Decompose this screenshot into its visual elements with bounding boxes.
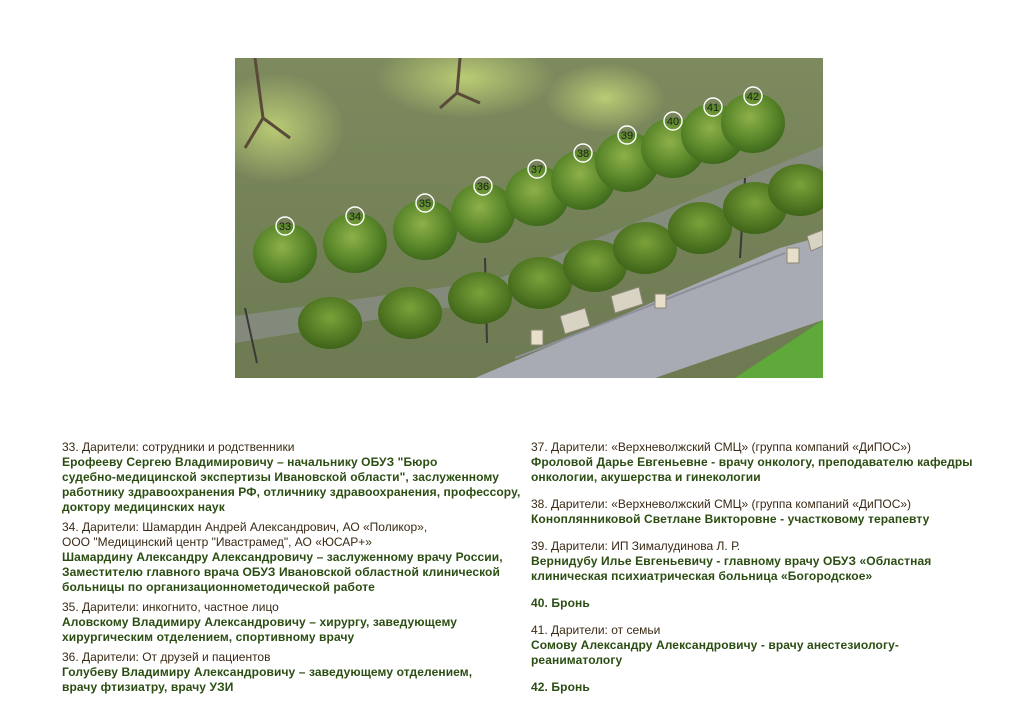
tree-marker-number: 40 (666, 116, 680, 128)
right-text-column (531, 440, 1001, 707)
donors-line: 35. Дарители: инкогнито, частное лицо (62, 600, 279, 614)
left-text-column (62, 440, 532, 700)
recipient-line: больницы по организационнометодической работе (62, 580, 375, 594)
tree-marker-number: 35 (418, 198, 432, 210)
recipient-line: хирургическим отделением, спортивному врачу (62, 630, 355, 644)
dedication-entry (531, 596, 1001, 611)
alley-render-svg (235, 58, 823, 378)
recipient-line: Ерофееву Сергею Владимировичу – начальнику ОБУЗ "Бюро (62, 455, 438, 469)
shrub (298, 297, 362, 349)
tree-marker-number: 34 (348, 211, 362, 223)
dedication-entry (531, 497, 1001, 527)
sunlit-foliage (545, 63, 665, 133)
recipient-line: судебно-медицинской экспертизы Ивановской области", заслуженному (62, 470, 500, 484)
recipient-line: онкологии, акушерства и гинекологии (531, 470, 761, 484)
dedication-entry (531, 440, 1001, 485)
recipient-line: Сомову Александру Александровичу - врачу анестезиологу- (531, 638, 899, 652)
recipient-line: Коноплянниковой Светлане Викторовне - участковому терапевту (531, 512, 930, 526)
dedication-entry (531, 539, 1001, 584)
tree-marker-number: 42 (746, 91, 760, 103)
dedication-entry (531, 680, 1001, 695)
donors-line: 38. Дарители: «Верхневолжский СМЦ» (группа компаний «ДиПОС») (531, 497, 912, 511)
donors-line: 39. Дарители: ИП Зималудинова Л. Р. (531, 539, 741, 553)
recipient-line: Заместителю главного врача ОБУЗ Ивановской областной клинической (62, 565, 500, 579)
donors-line: 37. Дарители: «Верхневолжский СМЦ» (группа компаний «ДиПОС») (531, 440, 912, 454)
dedication-entry (62, 520, 532, 595)
dedication-entry (62, 440, 532, 515)
dedication-entry (62, 650, 532, 695)
shrub (378, 287, 442, 339)
donors-line: 41. Дарители: от семьи (531, 623, 661, 637)
tree-marker-number: 33 (278, 221, 292, 233)
shrub (508, 257, 572, 309)
shrub (668, 202, 732, 254)
donors-line: 34. Дарители: Шамардин Андрей Александрович, АО «Поликор», (62, 520, 428, 534)
recipient-line: Вернидубу Илье Евгеньевичу - главному врачу ОБУЗ «Областная (531, 554, 932, 568)
tree-marker-number: 38 (576, 148, 590, 160)
recipient-line: 42. Бронь (531, 680, 590, 694)
donors-line: 33. Дарители: сотрудники и родственники (62, 440, 295, 454)
shrub (613, 222, 677, 274)
dedication-entry (62, 600, 532, 645)
recipient-line: клиническая психиатрическая больница «Богородское» (531, 569, 873, 583)
recipient-line: Фроловой Дарье Евгеньевне - врачу онкологу, преподавателю кафедры (531, 455, 973, 469)
dedication-entry (531, 623, 1001, 668)
recipient-line: Шамардину Александру Александровичу – заслуженному врачу России, (62, 550, 503, 564)
tree-marker-number: 41 (706, 102, 720, 114)
donors-line: ООО "Медицинский центр "Ивастрамед", АО «ЮСАР+» (62, 535, 372, 549)
recipient-line: доктору медицинских наук (62, 500, 225, 514)
recipient-line: Аловскому Владимиру Александровичу – хирургу, заведующему (62, 615, 458, 629)
tree-marker-number: 36 (476, 181, 490, 193)
donors-line: 36. Дарители: От друзей и пациентов (62, 650, 271, 664)
recipient-line: 40. Бронь (531, 596, 590, 610)
recipient-line: работнику здравоохранения РФ, отличнику здравоохранения, профессору, (62, 485, 521, 499)
tree-marker-number: 37 (530, 164, 544, 176)
alley-render-image (235, 58, 823, 378)
recipient-line: реаниматологу (531, 653, 623, 667)
recipient-line: Голубеву Владимиру Александровичу – заведующему отделением, (62, 665, 473, 679)
shrub (448, 272, 512, 324)
recipient-line: врачу фтизиатру, врачу УЗИ (62, 680, 234, 694)
tree-marker-number: 39 (620, 130, 634, 142)
